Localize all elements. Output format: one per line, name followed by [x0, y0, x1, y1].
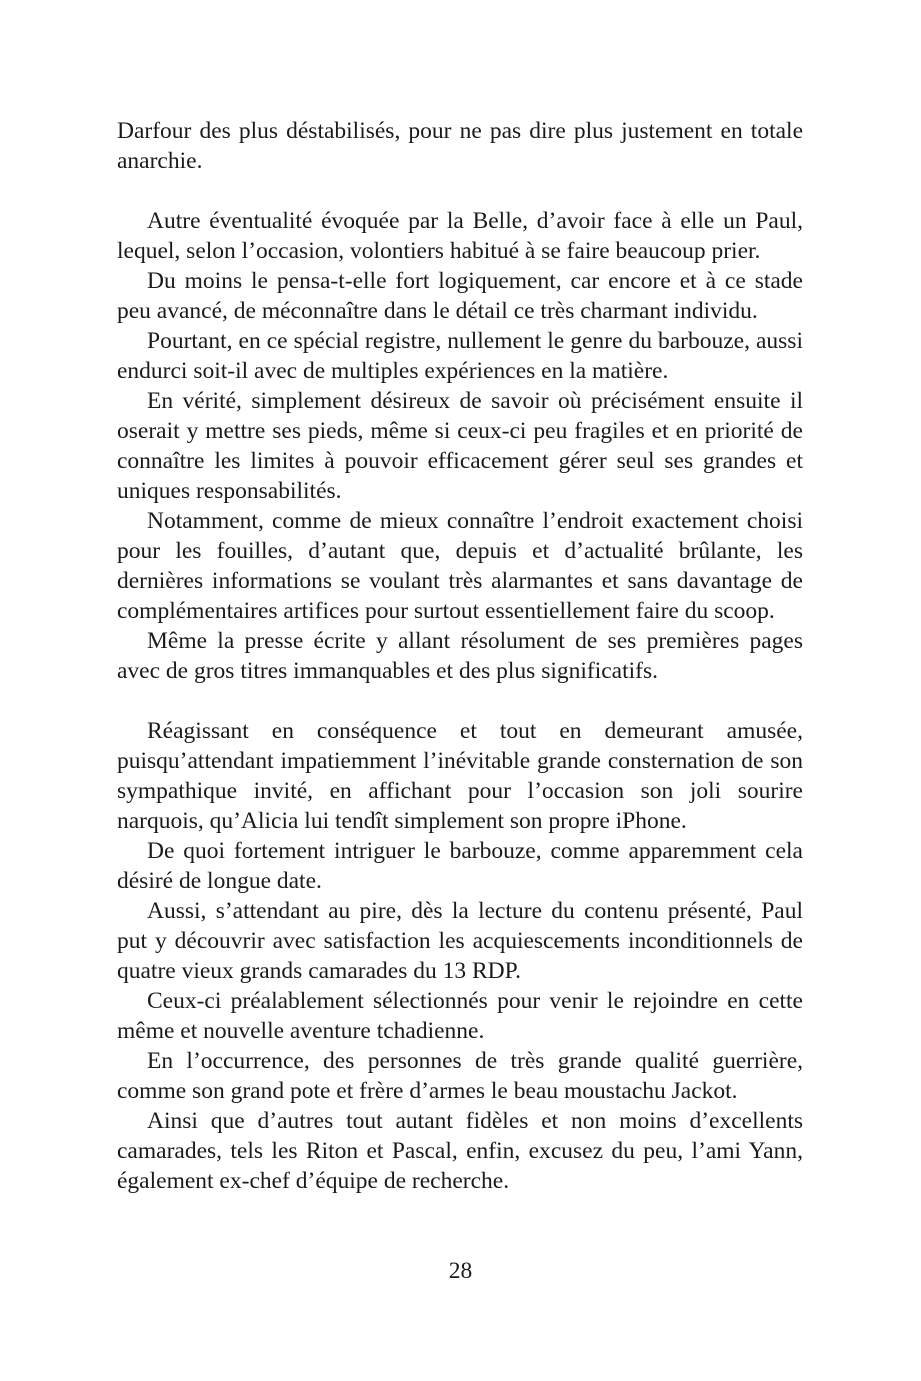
paragraph: Même la presse écrite y allant résolument de ses premières pages avec de gros titres immanquables et des plus significatifs.	[117, 628, 803, 684]
paragraph: Aussi, s’attendant au pire, dès la lecture du contenu présenté, Paul put y découvrir avec satisfaction les acquiescements inconditionnels de quatre vieux grands camarades du 13 RDP.	[117, 898, 803, 984]
paragraph: Autre éventualité évoquée par la Belle, d’avoir face à elle un Paul, lequel, selon l’occasion, volontiers habitué à se faire beaucoup prier.	[117, 208, 803, 264]
page-body	[117, 116, 803, 1196]
page-number: 28	[448, 1258, 473, 1284]
paragraph: En l’occurrence, des personnes de très grande qualité guerrière, comme son grand pote et frère d’armes le beau moustachu Jackot.	[117, 1048, 803, 1104]
paragraph: De quoi fortement intriguer le barbouze, comme apparemment cela désiré de longue date.	[117, 838, 803, 894]
paragraph: Notamment, comme de mieux connaître l’endroit exactement choisi pour les fouilles, d’autant que, depuis et d’actualité brûlante, les dernières informations se voulant très alarmantes et sans davantage de complémentaires artifices pour surtout essentiellement faire du scoop.	[117, 508, 803, 624]
paragraph: Pourtant, en ce spécial registre, nullement le genre du barbouze, aussi endurci soit-il avec de multiples expériences en la matière.	[117, 328, 803, 384]
paragraph: Ceux-ci préalablement sélectionnés pour venir le rejoindre en cette même et nouvelle aventure tchadienne.	[117, 988, 803, 1044]
paragraph: Du moins le pensa-t-elle fort logiquement, car encore et à ce stade peu avancé, de méconnaître dans le détail ce très charmant individu.	[117, 268, 803, 324]
paragraph: En vérité, simplement désireux de savoir où précisément ensuite il oserait y mettre ses pieds, même si ceux-ci peu fragiles et en priorité de connaître les limites à pouvoir efficacement gérer seul ses grandes et uniques responsabilités.	[117, 388, 803, 504]
paragraph: Réagissant en conséquence et tout en demeurant amusée, puisqu’attendant impatiemment l’inévitable grande consternation de son sympathique invité, en affichant pour l’occasion son joli sourire narquois, qu’Alicia lui tendît simplement son propre iPhone.	[117, 718, 803, 834]
paragraph: Ainsi que d’autres tout autant fidèles et non moins d’excellents camarades, tels les Riton et Pascal, enfin, excusez du peu, l’ami Yann, également ex-chef d’équipe de recherche.	[117, 1108, 803, 1194]
paragraph: Darfour des plus déstabilisés, pour ne pas dire plus justement en totale anarchie.	[117, 118, 803, 174]
